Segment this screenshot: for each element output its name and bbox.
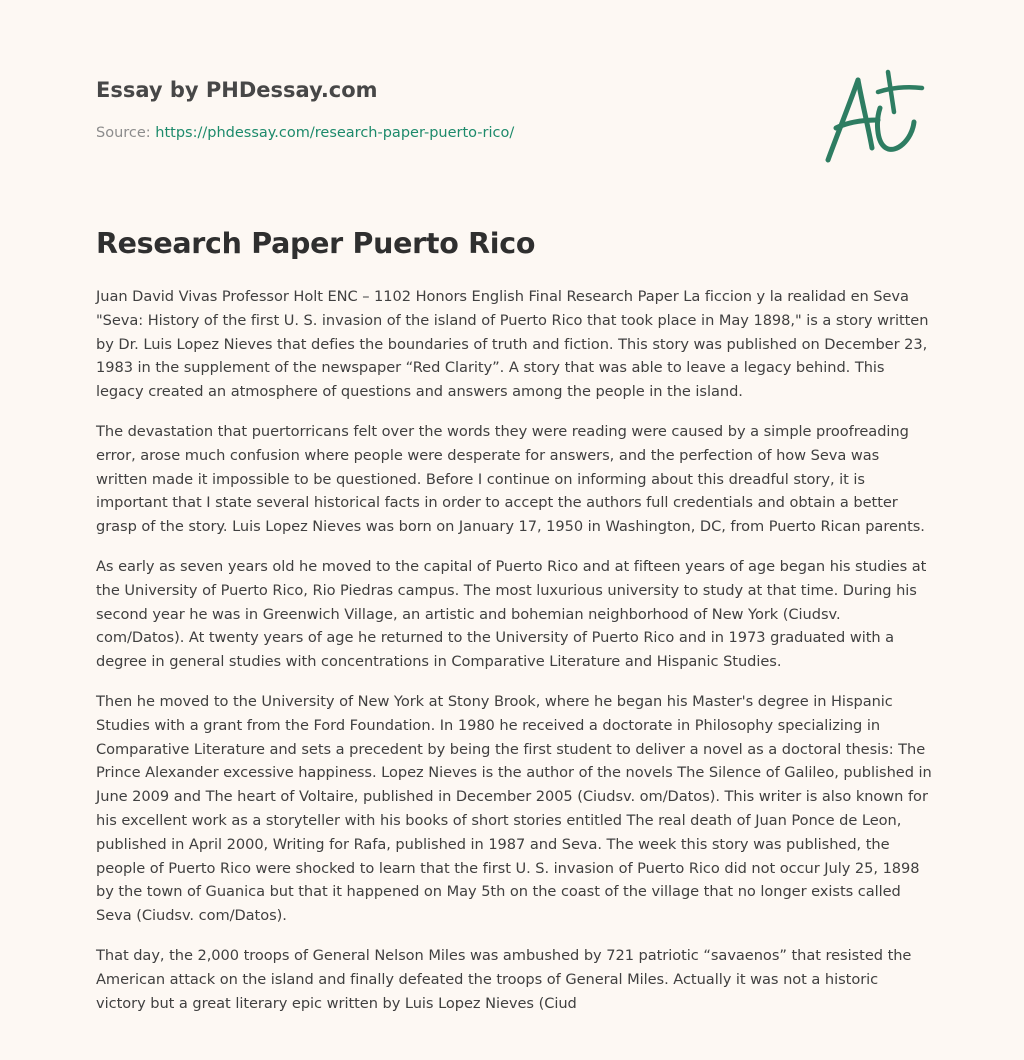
essay-body — [96, 285, 932, 1031]
source-label: Source: — [96, 125, 156, 141]
document-title: Research Paper Puerto Rico — [96, 227, 536, 260]
paragraph: That day, the 2,000 troops of General Nelson Miles was ambushed by 721 patriotic “savaenos” that resisted the American attack on the island and finally defeated the troops of General Miles. Actually it was not a historic victory but a great literary epic written by Luis Lopez Nieves (Ciud — [96, 946, 912, 1012]
paragraph: The devastation that puertorricans felt over the words they were reading were caused by a simple proofreading error, arose much confusion where people were desperate for answers, and the perfection of how Seva was written made it impossible to be questioned. Before I continue on informing about this dreadful story, it is important that I state several historical facts in order to accept the authors full credentials and obtain a better grasp of the story. Luis Lopez Nieves was born on January 17, 1950 in Washington, DC, from Puerto Rican parents. — [96, 422, 925, 536]
a-plus-grade-logo-icon — [822, 68, 926, 164]
paragraph: As early as seven years old he moved to the capital of Puerto Rico and at fifteen years of age began his studies at the University of Puerto Rico, Rio Piedras campus. The most luxurious university to study at that time. During his second year he was in Greenwich Village, an artistic and bohemian neighborhood of New York (Ciudsv. com/Datos). At twenty years of age he returned to the University of Puerto Rico and in 1973 graduated with a degree in general studies with concentrations in Comparative Literature and Hispanic Studies. — [96, 557, 927, 671]
source-line — [96, 124, 796, 142]
paragraph: Juan David Vivas Professor Holt ENC – 1102 Honors English Final Research Paper La ficcion y la realidad en Seva "Seva: History of the first U. S. invasion of the island of Puerto Rico that took place in May 1898," is a story written by Dr. Luis Lopez Nieves that defies the boundaries of truth and fiction. This story was published on December 23, 1983 in the supplement of the newspaper “Red Clarity”. A story that was able to leave a legacy behind. This legacy created an atmosphere of questions and answers among the people in the island. — [96, 288, 929, 401]
paragraph: Then he moved to the University of New York at Stony Brook, where he began his Master's degree in Hispanic Studies with a grant from the Ford Foundation. In 1980 he received a doctorate in Philosophy specializing in Comparative Literature and sets a precedent by being the first student to deliver a novel as a doctoral thesis: The Prince Alexander excessive happiness. Lopez Nieves is the author of the novels The Silence of Galileo, published in June 2009 and The heart of Voltaire, published in December 2005 (Ciudsv. om/Datos). This writer is also known for his excellent work as a storyteller with his books of short stories entitled The real death of Juan Ponce de Leon, published in April 2000, Writing for Rafa, published in 1987 and Seva. The week this story was published, the people of Puerto Rico were shocked to learn that the first U. S. invasion of Puerto Rico did not occur July 25, 1898 by the town of Guanica but that it happened on May 5th on the coast of the village that no longer exists called Seva (Ciudsv. com/Datos). — [96, 692, 932, 925]
source-link[interactable]: https://phdessay.com/research-paper-puerto-rico/ — [155, 125, 515, 141]
essay-header — [96, 78, 796, 142]
site-title: Essay by PHDessay.com — [96, 78, 378, 102]
